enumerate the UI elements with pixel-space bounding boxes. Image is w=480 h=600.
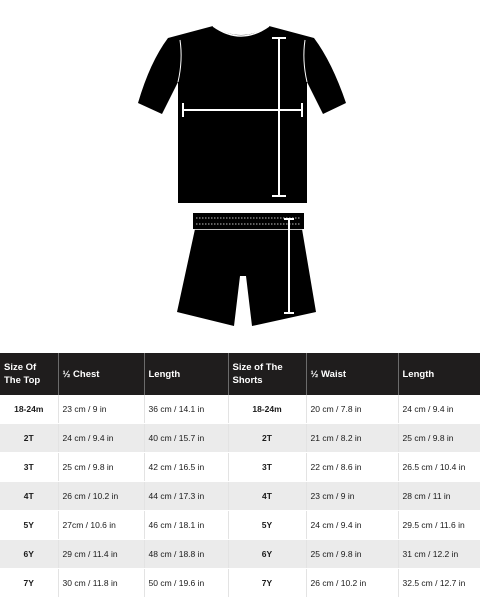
- half-waist-cell: 22 cm / 8.6 in: [306, 453, 398, 482]
- half-chest-cell: 24 cm / 9.4 in: [58, 424, 144, 453]
- shorts-measurement-icon: [177, 213, 316, 326]
- table-row: [0, 453, 480, 482]
- shorts-length-cell: 32.5 cm / 12.7 in: [398, 569, 480, 598]
- half-chest-cell: 23 cm / 9 in: [58, 395, 144, 424]
- top-length-cell: 42 cm / 16.5 in: [144, 453, 228, 482]
- table-row: [0, 569, 480, 598]
- top-size-cell: 7Y: [0, 569, 58, 598]
- t-shirt-body: [138, 26, 346, 203]
- top-size-cell: 6Y: [0, 540, 58, 569]
- half-chest-cell: 27cm / 10.6 in: [58, 511, 144, 540]
- shorts-length-cell: 26.5 cm / 10.4 in: [398, 453, 480, 482]
- table-row: [0, 395, 480, 424]
- header-half-waist: ½ Waist: [306, 353, 398, 395]
- shorts-length-cell: 29.5 cm / 11.6 in: [398, 511, 480, 540]
- shorts-body: [177, 229, 316, 326]
- shorts-size-cell: 7Y: [228, 569, 306, 598]
- half-chest-cell: 25 cm / 9.8 in: [58, 453, 144, 482]
- top-length-cell: 48 cm / 18.8 in: [144, 540, 228, 569]
- half-chest-cell: 26 cm / 10.2 in: [58, 482, 144, 511]
- half-waist-cell: 25 cm / 9.8 in: [306, 540, 398, 569]
- header-size-shorts: Size of The Shorts: [228, 353, 306, 395]
- shorts-size-cell: 4T: [228, 482, 306, 511]
- shorts-waistband: [193, 213, 304, 229]
- shorts-length-cell: 25 cm / 9.8 in: [398, 424, 480, 453]
- shorts-size-cell: 5Y: [228, 511, 306, 540]
- half-waist-cell: 24 cm / 9.4 in: [306, 511, 398, 540]
- top-size-cell: 5Y: [0, 511, 58, 540]
- header-half-chest: ½ Chest: [58, 353, 144, 395]
- table-row: [0, 424, 480, 453]
- top-size-cell: 18-24m: [0, 395, 58, 424]
- top-length-cell: 44 cm / 17.3 in: [144, 482, 228, 511]
- top-length-cell: 50 cm / 19.6 in: [144, 569, 228, 598]
- header-top-length: Length: [144, 353, 228, 395]
- size-chart-header-row: [0, 353, 480, 395]
- shorts-length-cell: 28 cm / 11 in: [398, 482, 480, 511]
- shorts-size-cell: 6Y: [228, 540, 306, 569]
- top-length-cell: 40 cm / 15.7 in: [144, 424, 228, 453]
- top-length-cell: 36 cm / 14.1 in: [144, 395, 228, 424]
- t-shirt-measurement-icon: [138, 26, 346, 203]
- top-length-cell: 46 cm / 18.1 in: [144, 511, 228, 540]
- half-waist-cell: 21 cm / 8.2 in: [306, 424, 398, 453]
- half-chest-cell: 30 cm / 11.8 in: [58, 569, 144, 598]
- shorts-length-cell: 24 cm / 9.4 in: [398, 395, 480, 424]
- top-size-cell: 2T: [0, 424, 58, 453]
- size-chart-table: [0, 353, 480, 598]
- shorts-size-cell: 3T: [228, 453, 306, 482]
- table-row: [0, 482, 480, 511]
- half-waist-cell: 20 cm / 7.8 in: [306, 395, 398, 424]
- half-waist-cell: 26 cm / 10.2 in: [306, 569, 398, 598]
- header-size-top: Size Of The Top: [0, 353, 58, 395]
- shorts-size-cell: 2T: [228, 424, 306, 453]
- header-shorts-length: Length: [398, 353, 480, 395]
- top-size-cell: 4T: [0, 482, 58, 511]
- shorts-size-cell: 18-24m: [228, 395, 306, 424]
- table-row: [0, 511, 480, 540]
- shorts-length-cell: 31 cm / 12.2 in: [398, 540, 480, 569]
- top-size-cell: 3T: [0, 453, 58, 482]
- half-chest-cell: 29 cm / 11.4 in: [58, 540, 144, 569]
- table-row: [0, 540, 480, 569]
- half-waist-cell: 23 cm / 9 in: [306, 482, 398, 511]
